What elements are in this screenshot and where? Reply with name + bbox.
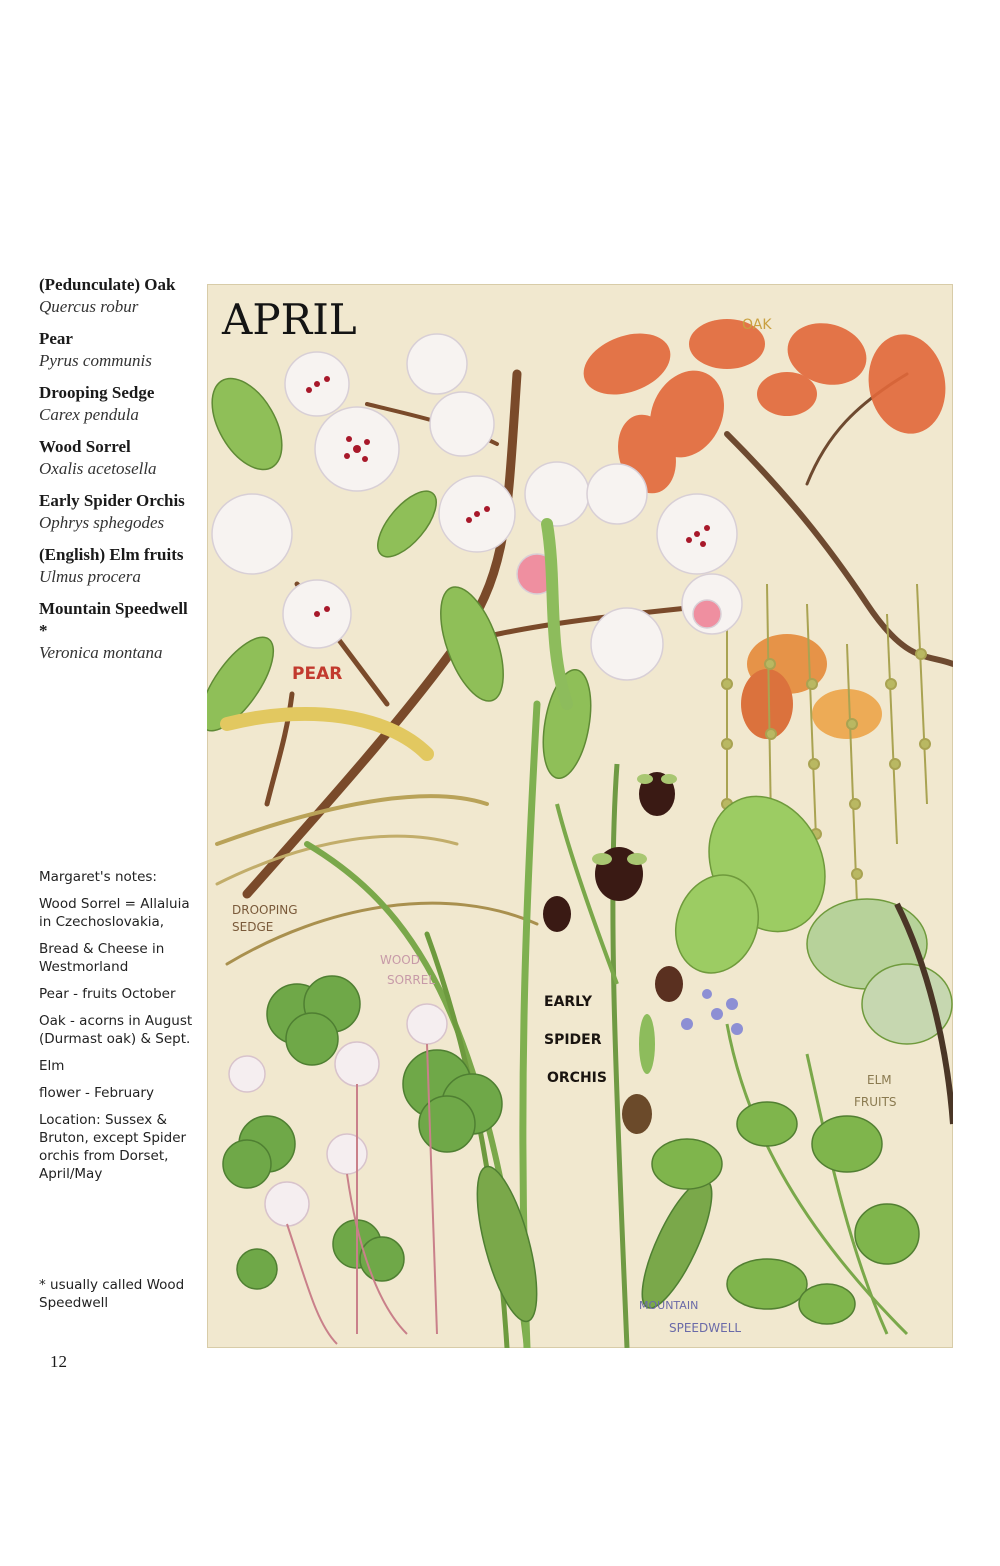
species-wood-sorrel (39, 436, 199, 480)
species-list (39, 274, 199, 674)
label-elm-2: FRUITS (854, 1095, 897, 1109)
species-latin-name: Oxalis acetosella (39, 459, 157, 478)
species-common-name: Early Spider Orchis (39, 491, 185, 510)
footnote: * usually called Wood Speedwell (39, 1277, 185, 1311)
label-orchis: ORCHIS (547, 1070, 607, 1086)
label-elm-1: ELM (867, 1073, 892, 1087)
species-latin-name: Carex pendula (39, 405, 139, 424)
note-item: Oak - acorns in August (Durmast oak) & Sept. (39, 1013, 193, 1047)
label-speedwell: SPEEDWELL (669, 1321, 742, 1335)
species-pear (39, 328, 199, 372)
species-common-name: Wood Sorrel (39, 437, 131, 456)
species-latin-name: Veronica montana (39, 643, 163, 662)
painting-canvas (207, 284, 953, 1348)
label-early: EARLY (544, 994, 593, 1010)
label-drooping-sedge-2: SEDGE (232, 920, 274, 934)
label-oak: OAK (742, 317, 772, 333)
label-wood-sorrel-1: WOOD (380, 953, 420, 967)
note-item: Wood Sorrel = Allaluia in Czechoslovakia, (39, 896, 190, 930)
note-item: Location: Sussex & Bruton, except Spider orchis from Dorset, April/May (39, 1112, 187, 1182)
species-common-name: (English) Elm fruits (39, 545, 184, 564)
species-spider-orchis (39, 490, 199, 534)
painting-title: APRIL (222, 295, 357, 344)
note-item: Elm (39, 1058, 65, 1074)
species-latin-name: Pyrus communis (39, 351, 152, 370)
species-common-name: (Pedunculate) Oak (39, 275, 176, 294)
species-sedge (39, 382, 199, 426)
notes-heading: Margaret's notes: (39, 869, 157, 885)
species-speedwell (39, 598, 199, 664)
note-item: Bread & Cheese in Westmorland (39, 941, 165, 975)
label-mountain: MOUNTAIN (639, 1299, 699, 1312)
species-elm (39, 544, 199, 588)
page-number: 12 (50, 1352, 67, 1371)
note-item: Pear - fruits October (39, 986, 176, 1002)
species-latin-name: Ulmus procera (39, 567, 141, 586)
label-wood-sorrel-2: SORREL (387, 973, 436, 987)
species-latin-name: Ophrys sphegodes (39, 513, 165, 532)
label-pear: PEAR (292, 664, 343, 684)
species-common-name: Mountain Speedwell * (39, 599, 188, 640)
margarets-notes (39, 868, 199, 1192)
species-oak (39, 274, 199, 318)
species-latin-name: Quercus robur (39, 297, 139, 316)
species-common-name: Drooping Sedge (39, 383, 155, 402)
note-item: flower - February (39, 1085, 154, 1101)
label-spider: SPIDER (544, 1032, 602, 1048)
label-drooping-sedge-1: DROOPING (232, 903, 298, 917)
species-common-name: Pear (39, 329, 73, 348)
april-watercolour-painting (207, 284, 953, 1348)
